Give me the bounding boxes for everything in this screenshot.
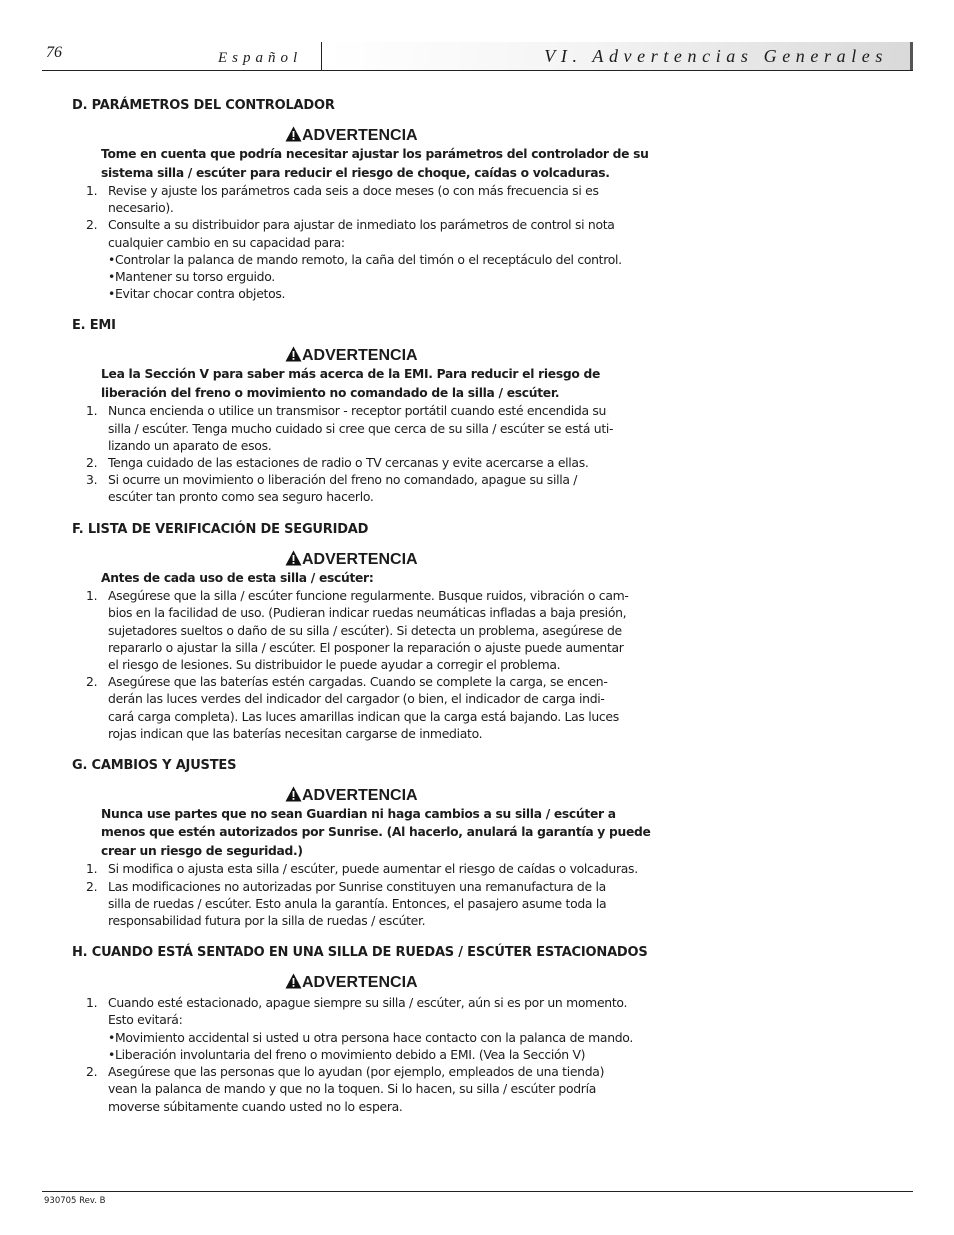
list-item-line: •Evitar chocar contra objetos. bbox=[108, 286, 286, 302]
list-item-line: Si ocurre un movimiento o liberación del freno no comandado, apague su silla / bbox=[108, 472, 578, 488]
list-item bbox=[72, 471, 607, 505]
warning-text-line: sistema silla / escúter para reducir el riesgo de choque, caídas o volcaduras. bbox=[101, 165, 610, 180]
warning-text-line: Nunca use partes que no sean Guardian ni haga cambios a su silla / escúter a bbox=[101, 806, 616, 821]
list-item-line: necesario). bbox=[108, 200, 174, 216]
page-number: 76 bbox=[46, 44, 62, 61]
warning-header bbox=[72, 783, 612, 807]
list-item-line: moverse súbitamente cuando usted no lo espera. bbox=[108, 1098, 403, 1114]
language-label: Español bbox=[218, 50, 303, 66]
warning-text-line: Tome en cuenta que podría necesitar ajustar los parámetros del controlador de su bbox=[101, 147, 649, 161]
header-separator bbox=[321, 42, 322, 70]
list-item-line: escúter tan pronto como sea seguro hacerlo. bbox=[108, 489, 374, 505]
list-item-line: Asegúrese que la silla / escúter funcione regularmente. Busque ruidos, vibración o cam- bbox=[108, 588, 629, 604]
list-item-line: repararlo o ajustar la silla / escúter. El posponer la reparación o ajuste puede aumentar bbox=[108, 639, 624, 655]
list-item-line: vean la palanca de mando y que no la toquen. Si lo hacen, su silla / escúter podría bbox=[108, 1081, 597, 1097]
warning-label: ADVERTENCIA bbox=[302, 550, 418, 568]
list-item-line: Consulte a su distribuidor para ajustar de inmediato los parámetros de control si nota bbox=[108, 217, 615, 233]
list-item-line: bios en la facilidad de uso. (Pudieran indicar ruedas neumáticas infladas a baja presión, bbox=[108, 605, 627, 621]
warning-text-line: liberación del freno o movimiento no comandado de la silla / escúter. bbox=[101, 385, 560, 400]
warning-triangle-icon bbox=[285, 972, 302, 996]
list-item-number: 1. bbox=[86, 183, 98, 198]
list-item-number: 1. bbox=[86, 861, 98, 877]
list-item-number: 1. bbox=[86, 588, 98, 604]
warning-text-line: menos que estén autorizados por Sunrise. (Al hacerlo, anulará la garantía y puede bbox=[101, 825, 651, 840]
list-item-line: cualquier cambio en su capacidad para: bbox=[108, 234, 345, 250]
list-item bbox=[72, 216, 622, 302]
list-item-line: •Controlar la palanca de mando remoto, la caña del timón o el receptáculo del control. bbox=[108, 251, 622, 267]
list-item bbox=[72, 182, 607, 216]
content bbox=[72, 95, 651, 1115]
list-item-line: Cuando esté estacionado, apague siempre su silla / escúter, aún si es por un momento. bbox=[108, 995, 628, 1011]
warning-text-line: Antes de cada uso de esta silla / escúter: bbox=[101, 570, 374, 585]
warning-text bbox=[72, 145, 649, 182]
list-item-line: derán las luces verdes del indicador del cargador (o bien, el indicador de carga indi- bbox=[108, 691, 605, 707]
list-item-number: 3. bbox=[86, 472, 98, 488]
list-item-line: cará carga completa). Las luces amarillas indican que la carga está bajando. Las luces bbox=[108, 708, 619, 724]
list-item bbox=[72, 673, 619, 742]
list-item-line: •Mantener su torso erguido. bbox=[108, 269, 275, 285]
list-item-line: Nunca encienda o utilice un transmisor - receptor portátil cuando esté encendida su bbox=[108, 403, 607, 419]
list-item-line: Asegúrese que las personas que lo ayudan (por ejemplo, empleados de una tienda) bbox=[108, 1064, 605, 1080]
warning-label: ADVERTENCIA bbox=[302, 974, 418, 992]
list-item bbox=[72, 860, 638, 877]
warning-header bbox=[72, 547, 612, 571]
warning-header bbox=[72, 343, 612, 367]
warning-label: ADVERTENCIA bbox=[302, 127, 418, 144]
warning-text-line: crear un riesgo de seguridad.) bbox=[101, 843, 303, 858]
list-item-number: 1. bbox=[86, 403, 98, 419]
list-item-line: Tenga cuidado de las estaciones de radio o TV cercanas y evite acercarse a ellas. bbox=[108, 455, 589, 471]
list-item-line: lizando un aparato de esos. bbox=[108, 437, 272, 453]
list-item-line: Las modificaciones no autorizadas por Sunrise constituyen una remanufactura de la bbox=[108, 878, 606, 894]
section-heading: E. EMI bbox=[72, 318, 116, 334]
warning-label: ADVERTENCIA bbox=[302, 786, 418, 804]
list-item-line: silla de ruedas / escúter. Esto anula la garantía. Entonces, el pasajero asume toda la bbox=[108, 895, 607, 911]
warning-text bbox=[72, 805, 651, 861]
list-item-number: 2. bbox=[86, 1064, 98, 1080]
list-item-number: 1. bbox=[86, 995, 98, 1011]
section-heading: D. PARÁMETROS DEL CONTROLADOR bbox=[72, 98, 335, 113]
warning-label: ADVERTENCIA bbox=[302, 347, 418, 365]
header-section-bar bbox=[326, 42, 913, 70]
list-item-line: Esto evitará: bbox=[108, 1012, 183, 1028]
list-item-line: sujetadores sueltos o daño de su silla / escúter). Si detecta un problema, asegúrese de bbox=[108, 622, 622, 638]
list-item bbox=[72, 1063, 607, 1115]
list-item-number: 2. bbox=[86, 455, 98, 471]
document-code: 930705 Rev. B bbox=[44, 1196, 106, 1206]
warning-header bbox=[72, 970, 612, 994]
list-item-line: el riesgo de lesiones. Su distribuidor le puede ayudar a corregir el problema. bbox=[108, 656, 561, 672]
warning-text-line: Lea la Sección V para saber más acerca de la EMI. Para reducir el riesgo de bbox=[101, 367, 601, 382]
list-item-line: •Movimiento accidental si usted u otra persona hace contacto con la palanca de mando. bbox=[108, 1029, 634, 1045]
section-heading: F. LISTA DE VERIFICACIÓN DE SEGURIDAD bbox=[72, 521, 369, 537]
warning-text bbox=[72, 569, 606, 588]
list-item-line: Asegúrese que las baterías estén cargadas. Cuando se complete la carga, se encen- bbox=[108, 674, 608, 690]
list-item bbox=[72, 878, 607, 930]
list-item-number: 2. bbox=[86, 217, 98, 233]
list-item bbox=[72, 994, 634, 1063]
list-item-line: •Liberación involuntaria del freno o movimiento debido a EMI. (Vea la Sección V) bbox=[108, 1046, 586, 1062]
list-item bbox=[72, 587, 629, 673]
header-rule bbox=[42, 70, 913, 71]
section-title: VI. Advertencias Generales bbox=[544, 46, 888, 66]
list-item-line: Si modifica o ajusta esta silla / escúter, puede aumentar el riesgo de caídas o volcaduras. bbox=[108, 861, 638, 877]
list-item-line: Revise y ajuste los parámetros cada seis a doce meses (o con más frecuencia si es bbox=[108, 183, 599, 198]
list-item bbox=[72, 454, 607, 471]
section-heading: G. CAMBIOS Y AJUSTES bbox=[72, 757, 237, 773]
footer-rule bbox=[42, 1191, 913, 1192]
section-heading: H. CUANDO ESTÁ SENTADO EN UNA SILLA DE RUEDAS / ESCÚTER ESTACIONADOS bbox=[72, 945, 648, 961]
list-item-line: rojas indican que las baterías necesitan cargarse de inmediato. bbox=[108, 725, 483, 741]
list-item-line: silla / escúter. Tenga mucho cuidado si cree que cerca de su silla / escúter se está uti- bbox=[108, 420, 614, 436]
warning-header bbox=[72, 123, 612, 147]
warning-text bbox=[72, 365, 606, 402]
list-item-number: 2. bbox=[86, 674, 98, 690]
list-item-line: responsabilidad futura por la silla de ruedas / escúter. bbox=[108, 913, 426, 929]
list-item-number: 2. bbox=[86, 878, 98, 894]
list-item bbox=[72, 402, 614, 454]
